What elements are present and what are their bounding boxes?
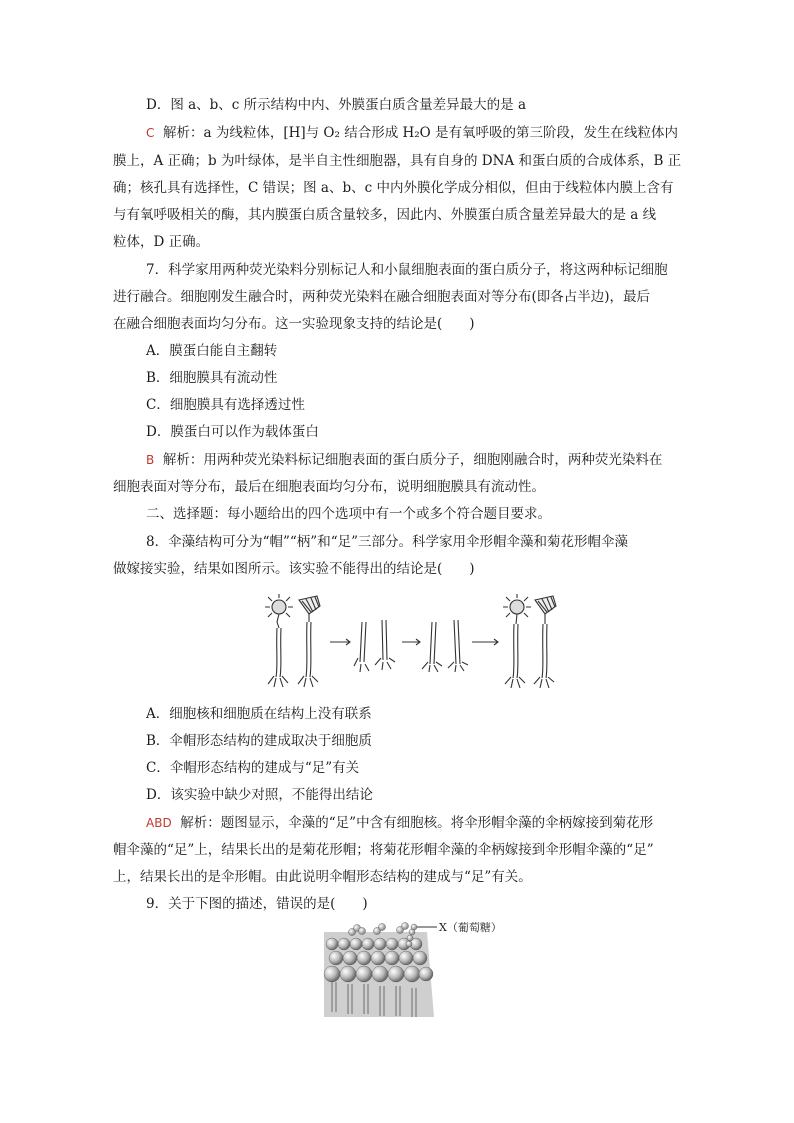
q8-explanation-line-2: 帽伞藻的“足”上，结果长出的是菊花形帽；将菊花形帽伞藻的伞柄嫁接到伞形帽伞藻的“足”: [113, 842, 654, 858]
q7-answer: B: [146, 453, 155, 467]
q9-stem: 9．关于下图的描述，错误的是( ): [146, 896, 368, 912]
q7-stem-line-1: 7．科学家用两种荧光染料分别标记人和小鼠细胞表面的蛋白质分子，将这两种标记细胞: [146, 262, 668, 278]
q6-explanation-line-1: [146, 125, 678, 141]
q7-option-d: D．膜蛋白可以作为载体蛋白: [146, 424, 319, 440]
q6-explanation-line-3: 确；核孔具有选择性，C 错误；图 a、b、c 中内外膜化学成分相似，但由于线粒体内膜上含有: [113, 180, 674, 196]
q7-option-a: A．膜蛋白能自主翻转: [146, 343, 278, 359]
q8-explanation-text: 解析：题图显示，伞藻的“足”中含有细胞核。将伞形帽伞藻的伞柄嫁接到菊花形: [180, 815, 654, 831]
q6-explanation-line-4: 与有氧呼吸相关的酶，其内膜蛋白质含量较多，因此内、外膜蛋白质含量差异最大的是 a 线: [113, 207, 657, 223]
q6-answer: C: [146, 126, 155, 140]
umbrella-cap-alga-right: [534, 596, 556, 688]
q7-explanation-line-1: [146, 452, 662, 468]
section-2-title: 二、选择题：每小题给出的四个选项中有一个或多个符合题目要求。: [146, 506, 551, 522]
q7-explanation-text: 解析：用两种荧光染料标记细胞表面的蛋白质分子，细胞刚融合时，两种荧光染料在: [162, 452, 663, 468]
cut-stalks-stage: [354, 620, 395, 672]
q8-option-c: C．伞帽形态结构的建成与“足”有关: [146, 760, 360, 776]
q6-explanation-text: 解析：a 为线粒体，[H]与 O₂ 结合形成 H₂O 是有氧呼吸的第三阶段，发生在线粒体内: [162, 125, 679, 141]
q7-stem-line-3: 在融合细胞表面均匀分布。这一实验现象支持的结论是( ): [113, 316, 475, 332]
chrysanthemum-cap-alga-right: [503, 594, 531, 688]
q8-explanation-line-1: [146, 815, 653, 831]
q7-stem-line-2: 进行融合。细胞刚发生融合时，两种荧光染料在融合细胞表面对等分布(即各占半边)，最后: [113, 289, 651, 305]
grafted-stalks-stage: [422, 620, 468, 672]
q8-option-d: D．该实验中缺少对照，不能得出结论: [146, 787, 373, 803]
q7-option-b: B．细胞膜具有流动性: [146, 370, 278, 386]
q6-explanation-line-2: 膜上，A 正确；b 为叶绿体，是半自主性细胞器，具有自身的 DNA 和蛋白质的合成体系，B 正: [113, 153, 682, 169]
q7-explanation-line-2: 细胞表面对等分布，最后在细胞表面均匀分布，说明细胞膜具有流动性。: [113, 479, 545, 495]
q8-option-b: B．伞帽形态结构的建成取决于细胞质: [146, 733, 372, 749]
cell-membrane-figure: [322, 922, 522, 1022]
q7-option-c: C．细胞膜具有选择透过性: [146, 397, 305, 413]
q8-answer: ABD: [146, 816, 172, 830]
chrysanthemum-cap-alga-left: [265, 594, 293, 687]
acetabularia-grafting-figure: [262, 592, 567, 692]
q8-stem-line-2: 做嫁接实验，结果如图所示。该实验不能得出的结论是( ): [113, 561, 475, 577]
umbrella-cap-alga-left: [298, 596, 320, 687]
q6-option-d: D．图 a、b、c 所示结构中内、外膜蛋白质含量差异最大的是 a: [146, 97, 526, 113]
q8-explanation-line-3: 上，结果长出的是伞形帽。由此说明伞帽形态结构的建成与“足”有关。: [113, 869, 532, 885]
q8-option-a: A．细胞核和细胞质在结构上没有联系: [146, 706, 372, 722]
q6-explanation-line-5: 粒体，D 正确。: [113, 234, 210, 250]
x-glucose-label: X（葡萄糖）: [439, 922, 502, 934]
q8-stem-line-1: 8．伞藻结构可分为“帽”“柄”和“足”三部分。科学家用伞形帽伞藻和菊花形帽伞藻: [146, 534, 628, 550]
